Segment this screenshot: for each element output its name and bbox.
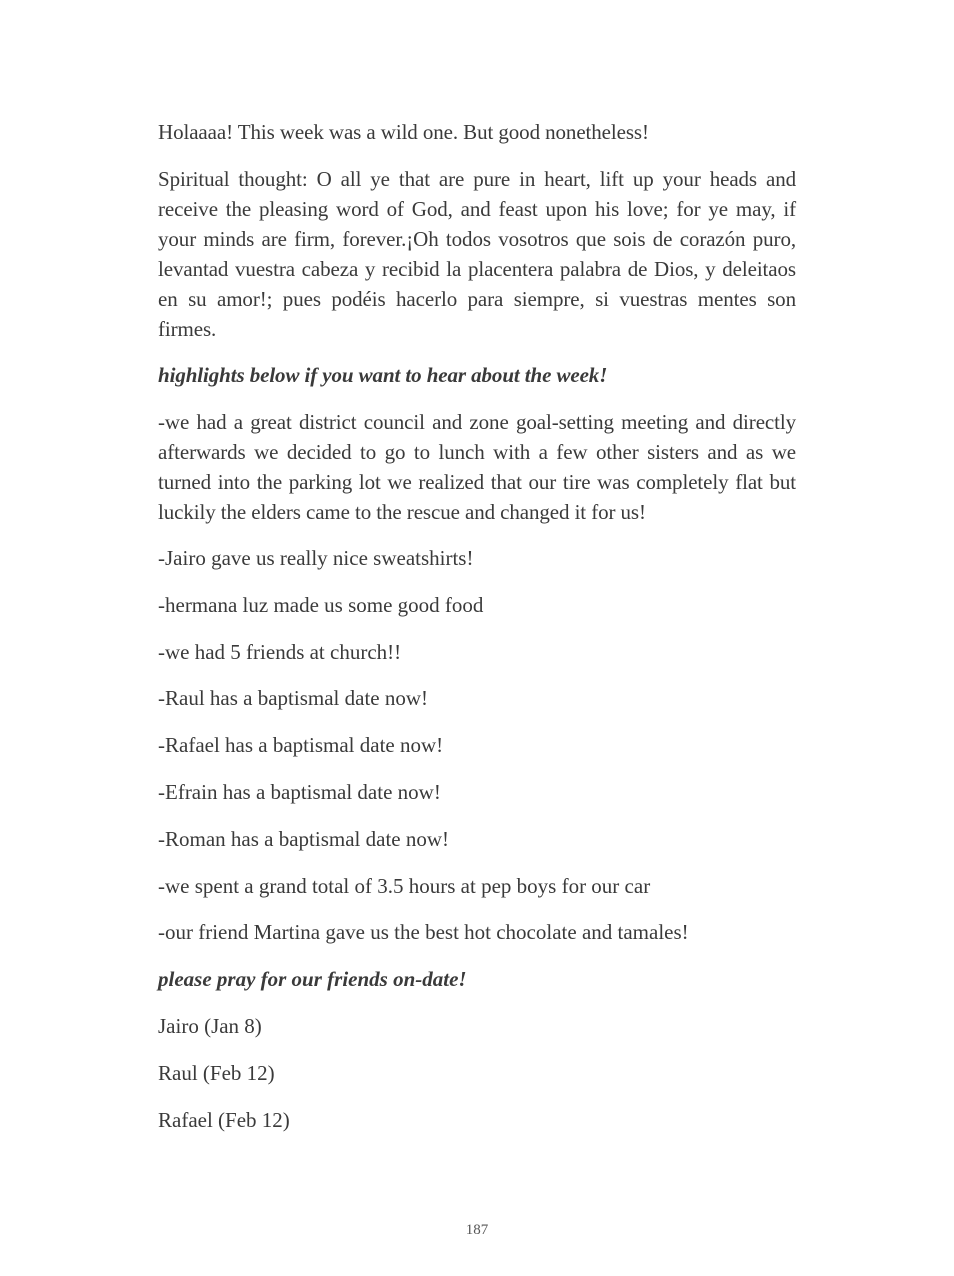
spiritual-thought-paragraph: Spiritual thought: O all ye that are pure in heart, lift up your heads and receive the pleasing word of God, and feast upon his love; for ye may, if your minds are firm, forever.¡Oh todos vosotros que sois de corazón puro, levantad vuestra cabeza y recibid la placentera palabra de Dios, y deleitaos en su amor!; pues podéis hacerlo para siempre, si vuestras mentes son firmes. xyxy=(158,166,796,341)
highlight-item: -Raul has a baptismal date now! xyxy=(158,686,429,711)
page-body xyxy=(158,117,796,1151)
friend-on-date: Raul (Feb 12) xyxy=(158,1060,275,1085)
highlight-item: -hermana luz made us some good food xyxy=(158,592,484,617)
highlight-item: -Roman has a baptismal date now! xyxy=(158,826,450,851)
highlight-item: -we had 5 friends at church!! xyxy=(158,639,402,664)
highlight-item: -Rafael has a baptismal date now! xyxy=(158,733,444,758)
friend-on-date: Rafael (Feb 12) xyxy=(158,1107,290,1132)
highlight-item: -we spent a grand total of 3.5 hours at pep boys for our car xyxy=(158,873,651,898)
highlight-item: -Efrain has a baptismal date now! xyxy=(158,779,441,804)
highlights-heading: highlights below if you want to hear about the week! xyxy=(158,363,608,387)
pray-heading: please pray for our friends on-date! xyxy=(158,967,467,992)
page-number: 187 xyxy=(465,1222,489,1238)
highlight-item: -Jairo gave us really nice sweatshirts! xyxy=(158,546,474,570)
highlight-item: -our friend Martina gave us the best hot chocolate and tamales! xyxy=(158,920,689,945)
intro-paragraph: Holaaaa! This week was a wild one. But good nonetheless! xyxy=(158,120,649,144)
highlight-item: -we had a great district council and zone goal-setting meeting and directly afterwards we decided to go to lunch with a few other sisters and as we turned into the parking lot we realized that our tire was completely flat but luckily the elders came to the rescue and changed it for us! xyxy=(158,409,796,524)
friend-on-date: Jairo (Jan 8) xyxy=(158,1013,262,1038)
